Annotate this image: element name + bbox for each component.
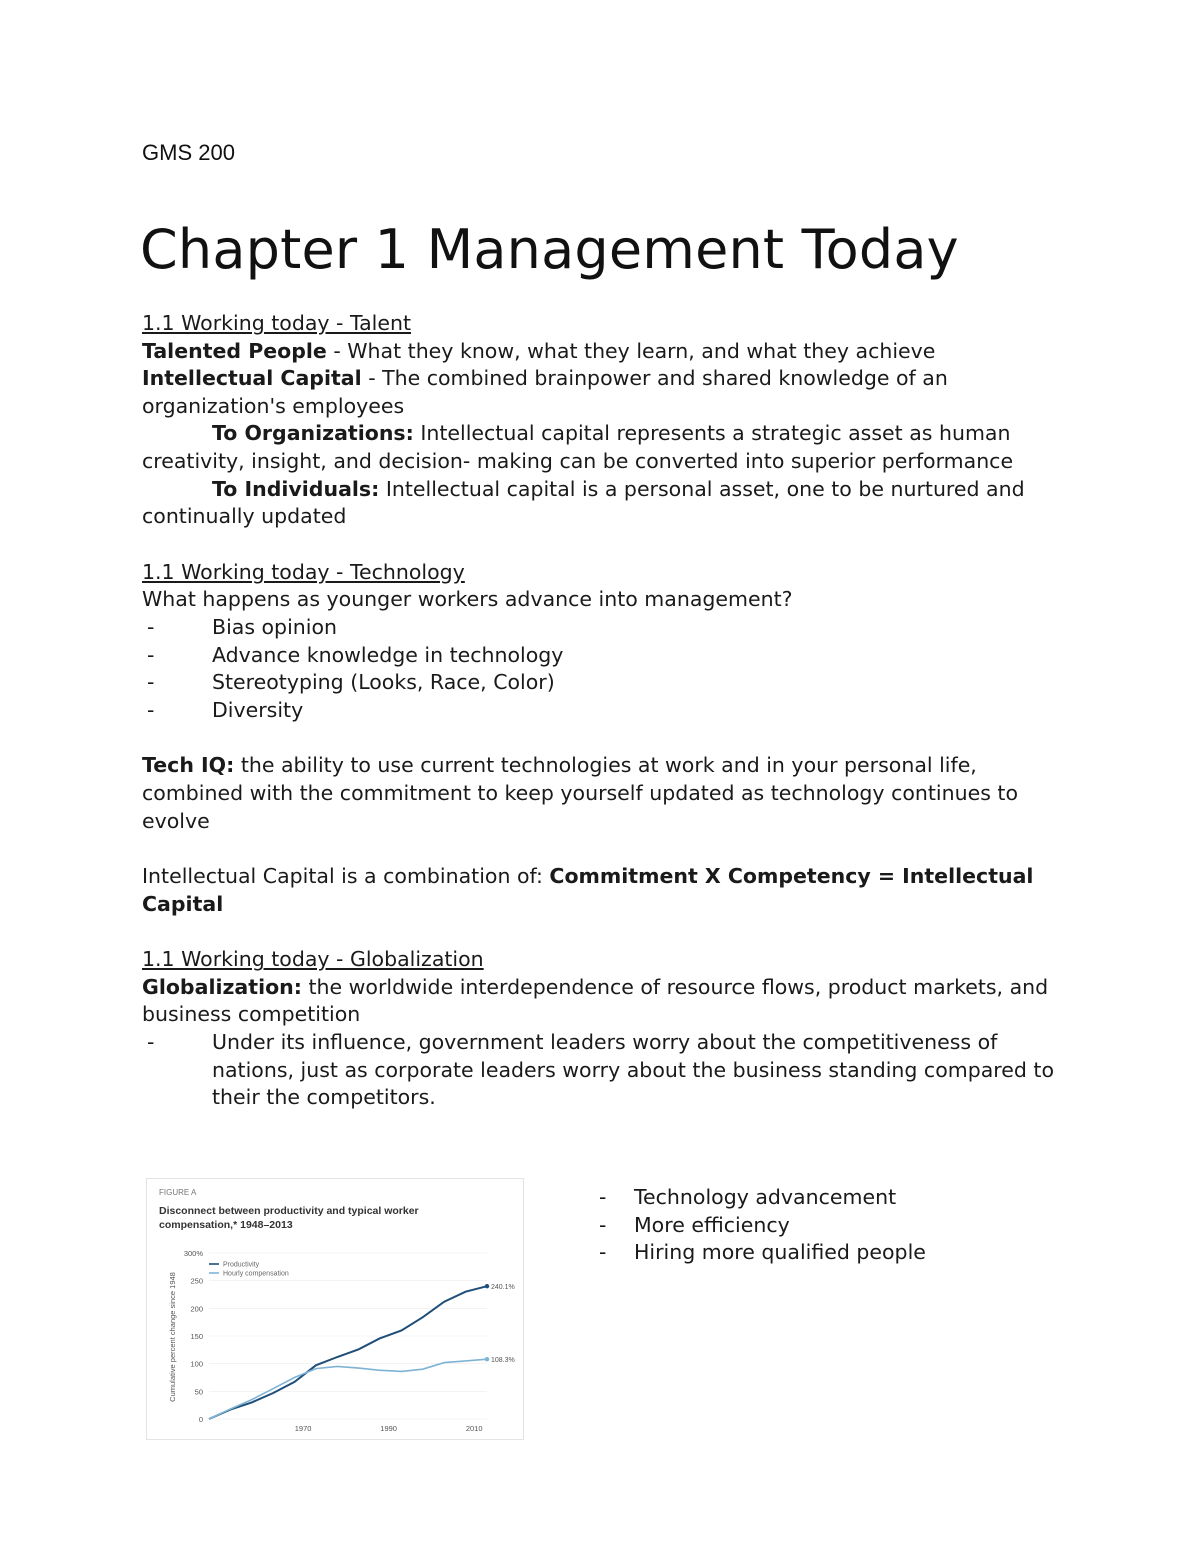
section-heading-technology: 1.1 Working today - Technology [142, 559, 465, 584]
side-list [594, 1184, 1074, 1267]
definition-to-organizations: Intellectual capital represents a strategic asset as human creativity, insight, and decision- making can be converted into superior performance [142, 421, 1014, 473]
list-item: - Bias opinion [142, 614, 1062, 642]
section-heading-globalization: 1.1 Working today - Globalization [142, 947, 484, 972]
chart-y-axis-label: Cumulative percent change since 1948 [168, 1272, 177, 1402]
chart-series-line [209, 1359, 487, 1419]
chart-title-line-2: compensation,* 1948–2013 [159, 1219, 293, 1231]
paragraph-to-individuals [142, 476, 1062, 531]
chart-end-point [485, 1357, 489, 1361]
chart-end-label: 240.1% [491, 1284, 515, 1292]
paragraph-to-organizations [142, 420, 1062, 475]
term-globalization: Globalization: [142, 974, 302, 999]
chart-y-tick-label: 50 [194, 1387, 203, 1397]
spacer [142, 835, 1062, 863]
list-item: - Advance knowledge in technology [142, 642, 1062, 670]
chart-y-tick-label: 0 [198, 1415, 203, 1424]
technology-list [142, 614, 1062, 724]
chart-y-tick-label: 300% [183, 1249, 203, 1258]
paragraph-formula [142, 863, 1062, 918]
paragraph-tech-iq [142, 752, 1062, 835]
course-code: GMS 200 [142, 140, 235, 165]
chart-x-tick-label: 1990 [380, 1424, 397, 1433]
section-heading-talent: 1.1 Working today - Talent [142, 311, 411, 335]
definition-tech-iq: the ability to use current technologies at work and in your personal life, combined with the commitment to keep yourself updated as technology continues to evolve [142, 753, 1018, 833]
chart-y-tick-label: 150 [190, 1332, 203, 1341]
spacer [142, 918, 1062, 946]
paragraph-globalization [142, 974, 1062, 1029]
list-item: - Diversity [142, 697, 1062, 725]
globalization-side-list [594, 1184, 1074, 1267]
term-talented-people: Talented People [142, 338, 327, 363]
chart-legend-label: Hourly compensation [223, 1270, 289, 1278]
chart-y-tick-label: 200 [190, 1304, 203, 1314]
chart-title-line-1: Disconnect between productivity and typical worker [159, 1205, 419, 1217]
spacer [142, 531, 1062, 559]
term-intellectual-capital: Intellectual Capital [142, 366, 362, 391]
chart-legend-label: Productivity [223, 1261, 260, 1269]
chart-figure-label: FIGURE A [159, 1188, 197, 1197]
line-chart [147, 1179, 523, 1439]
definition-talented-people: - What they know, what they learn, and what they achieve [326, 338, 936, 363]
formula: Commitment X Competency = Intellectual Capital [142, 864, 1034, 916]
term-to-organizations: To Organizations: [212, 421, 414, 446]
chart-figure [146, 1178, 524, 1440]
definition-to-individuals: Intellectual capital is a personal asset, one to be nurtured and continually updated [142, 476, 1025, 529]
chart-series-line [209, 1286, 487, 1419]
page-title: Chapter 1 Management Today [140, 218, 959, 281]
paragraph-intellectual-capital [142, 365, 1062, 420]
definition-globalization: the worldwide interdependence of resource flows, product markets, and business competition [142, 974, 1049, 1027]
spacer [142, 724, 1062, 752]
paragraph-talented-people [142, 338, 1062, 366]
technology-question: What happens as younger workers advance into management? [142, 587, 793, 612]
chart-y-tick-label: 100 [190, 1359, 203, 1369]
term-to-individuals: To Individuals: [212, 476, 380, 501]
chart-x-tick-label: 1970 [294, 1424, 312, 1433]
list-item: - Hiring more qualified people [594, 1239, 1074, 1267]
chart-x-tick-label: 2010 [465, 1424, 483, 1433]
list-item: - Stereotyping (Looks, Race, Color) [142, 669, 1062, 697]
globalization-list [142, 1029, 1062, 1112]
list-item: - More efficiency [594, 1212, 1074, 1240]
chart-end-label: 108.3% [491, 1357, 515, 1365]
chart-end-point [485, 1284, 489, 1288]
list-item: - Under its influence, government leaders worry about the competitiveness of nations, just as corporate leaders worry about the business standing compared to their the competitors. [142, 1029, 1062, 1112]
list-item: - Technology advancement [594, 1184, 1074, 1212]
definition-intellectual-capital: - The combined brainpower and shared knowledge of an organization's employees [142, 366, 948, 418]
chart-y-tick-label: 250 [190, 1276, 203, 1286]
document-body [142, 310, 1062, 1112]
formula-lead: Intellectual Capital is a combination of: [142, 864, 550, 889]
term-tech-iq: Tech IQ: [142, 753, 235, 778]
